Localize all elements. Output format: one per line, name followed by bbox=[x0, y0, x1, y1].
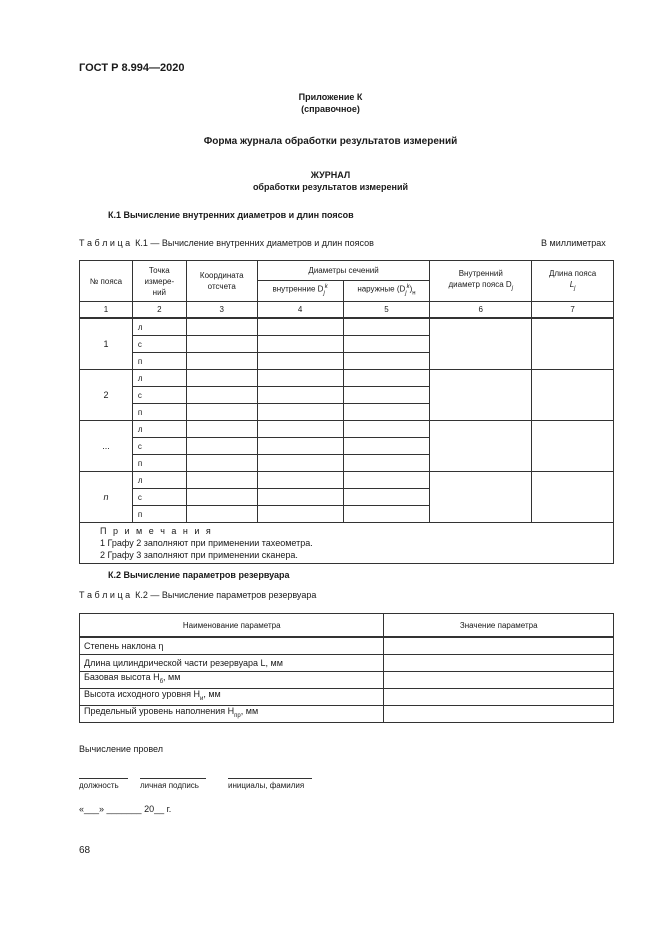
point-label: п bbox=[132, 404, 186, 421]
table-cell bbox=[186, 438, 257, 455]
table-cell bbox=[186, 472, 257, 489]
col-length: Длина пояса $L_j$ bbox=[532, 261, 614, 302]
table1-units: В миллиметрах bbox=[541, 238, 606, 248]
table-cell bbox=[186, 387, 257, 404]
col-diameters: Диаметры сечений bbox=[257, 261, 430, 281]
point-label: с bbox=[132, 438, 186, 455]
point-label: п bbox=[132, 506, 186, 523]
point-label: п bbox=[132, 353, 186, 370]
table-cell bbox=[257, 387, 343, 404]
col-coordinate: Координата отсчета bbox=[186, 261, 257, 302]
col-number: 5 bbox=[343, 302, 430, 319]
table-cell bbox=[186, 506, 257, 523]
param-name: Предельный уровень наполнения $Н_{пр}$, мм bbox=[80, 706, 384, 723]
table-cell bbox=[186, 421, 257, 438]
table-cell bbox=[257, 353, 343, 370]
initials-caption: инициалы, фамилия bbox=[228, 781, 305, 790]
page-number: 68 bbox=[79, 845, 91, 856]
point-label: л bbox=[132, 370, 186, 387]
col-number: 6 bbox=[430, 302, 532, 319]
col-param-name: Наименование параметра bbox=[80, 614, 384, 638]
table-cell bbox=[186, 336, 257, 353]
performed-by-label: Вычисление провел bbox=[79, 744, 163, 754]
table-cell bbox=[257, 472, 343, 489]
col-inner-diameter: Внутренний диаметр пояса $D_j$ bbox=[430, 261, 532, 302]
table-cell bbox=[257, 506, 343, 523]
col-number: 3 bbox=[186, 302, 257, 319]
point-label: л bbox=[132, 472, 186, 489]
point-label: л bbox=[132, 421, 186, 438]
belt-label: n bbox=[80, 472, 133, 523]
signature-line bbox=[140, 778, 206, 779]
table-k2 bbox=[79, 613, 614, 723]
table-cell bbox=[186, 404, 257, 421]
col-inner: внутренние $D_j^k$ bbox=[257, 281, 343, 302]
table-cell bbox=[257, 455, 343, 472]
table-cell bbox=[257, 404, 343, 421]
table-cell bbox=[343, 387, 430, 404]
table-cell bbox=[186, 318, 257, 336]
param-name: Высота исходного уровня $Н_и$, мм bbox=[80, 689, 384, 706]
table-cell bbox=[343, 472, 430, 489]
col-number: 2 bbox=[132, 302, 186, 319]
position-caption: должность bbox=[79, 781, 119, 790]
param-value bbox=[384, 637, 614, 655]
table-cell bbox=[343, 489, 430, 506]
table-cell bbox=[343, 404, 430, 421]
param-name: Базовая высота $Н_б$, мм bbox=[80, 672, 384, 689]
table-cell bbox=[257, 438, 343, 455]
table-cell bbox=[257, 336, 343, 353]
param-value bbox=[384, 672, 614, 689]
table-cell bbox=[343, 336, 430, 353]
belt-label: 1 bbox=[80, 318, 133, 370]
table-cell bbox=[343, 506, 430, 523]
table-cell bbox=[430, 318, 532, 370]
point-label: с bbox=[132, 336, 186, 353]
col-number: 7 bbox=[532, 302, 614, 319]
param-name: Длина цилиндрической части резервуара L, мм bbox=[80, 655, 384, 672]
table-cell bbox=[343, 370, 430, 387]
col-outer: наружные $(D_j^k)_н$ bbox=[343, 281, 430, 302]
table-cell bbox=[257, 421, 343, 438]
col-number: 4 bbox=[257, 302, 343, 319]
table-cell bbox=[257, 370, 343, 387]
param-name: Степень наклона η bbox=[80, 637, 384, 655]
table-cell bbox=[186, 370, 257, 387]
table-cell bbox=[343, 438, 430, 455]
table-cell bbox=[532, 370, 614, 421]
table-cell bbox=[343, 455, 430, 472]
col-point: Точка измере- ний bbox=[132, 261, 186, 302]
col-param-value: Значение параметра bbox=[384, 614, 614, 638]
section1-heading: К.1 Вычисление внутренних диаметров и длин поясов bbox=[108, 210, 354, 220]
table-cell bbox=[343, 353, 430, 370]
param-value bbox=[384, 689, 614, 706]
section2-heading: К.2 Вычисление параметров резервуара bbox=[108, 570, 290, 580]
col-belt-no: № пояса bbox=[80, 261, 133, 302]
point-label: п bbox=[132, 455, 186, 472]
position-line bbox=[79, 778, 128, 779]
table-cell bbox=[532, 472, 614, 523]
table-cell bbox=[430, 421, 532, 472]
param-value bbox=[384, 706, 614, 723]
table-cell bbox=[186, 489, 257, 506]
belt-label: 2 bbox=[80, 370, 133, 421]
journal-title: ЖУРНАЛ bbox=[310, 170, 351, 180]
table2-label: Т а б л и ц а К.2 — Вычисление параметров резервуара bbox=[79, 590, 317, 600]
point-label: с bbox=[132, 489, 186, 506]
table-notes: П р и м е ч а н и я 1 Графу 2 заполняют при применении тахеометра. 2 Графу 3 заполняют при применении сканера. bbox=[80, 523, 614, 564]
document-code: ГОСТ Р 8.994—2020 bbox=[79, 62, 185, 74]
table-cell bbox=[343, 318, 430, 336]
table-cell bbox=[343, 421, 430, 438]
appendix-subtitle: (справочное) bbox=[301, 104, 360, 114]
form-title: Форма журнала обработки результатов измерений bbox=[203, 136, 458, 147]
belt-label: ... bbox=[80, 421, 133, 472]
point-label: л bbox=[132, 318, 186, 336]
table-cell bbox=[430, 370, 532, 421]
param-value bbox=[384, 655, 614, 672]
table-cell bbox=[257, 318, 343, 336]
col-number: 1 bbox=[80, 302, 133, 319]
table-k1 bbox=[79, 260, 614, 564]
appendix-title: Приложение К bbox=[298, 92, 363, 102]
table-cell bbox=[430, 472, 532, 523]
date-line: «___» _______ 20__ г. bbox=[79, 804, 172, 814]
point-label: с bbox=[132, 387, 186, 404]
initials-line bbox=[228, 778, 312, 779]
table-cell bbox=[186, 455, 257, 472]
signature-caption: личная подпись bbox=[140, 781, 199, 790]
table-cell bbox=[532, 421, 614, 472]
table1-label: Т а б л и ц а К.1 — Вычисление внутренних диаметров и длин поясов bbox=[79, 238, 374, 248]
table-cell bbox=[532, 318, 614, 370]
table-cell bbox=[257, 489, 343, 506]
journal-subtitle: обработки результатов измерений bbox=[252, 182, 409, 192]
table-cell bbox=[186, 353, 257, 370]
